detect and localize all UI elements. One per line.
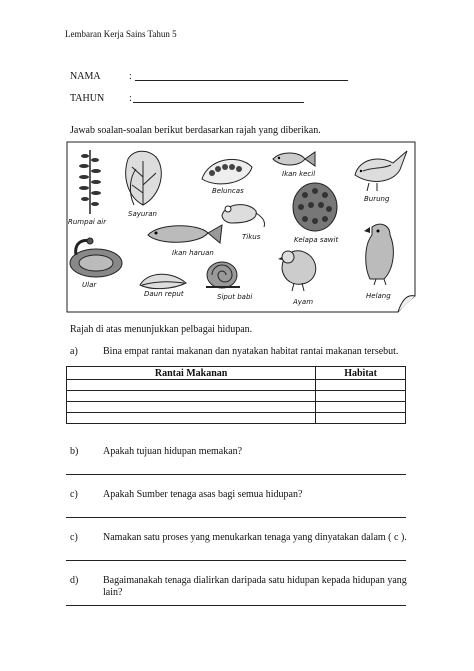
habitat-cell[interactable] [316,391,406,402]
header-habitat: Habitat [316,367,406,380]
label-ikan-haruan: Ikan haruan [172,249,214,257]
habitat-cell[interactable] [316,413,406,424]
instruction-text: Jawab soalan-soalan berikut berdasarkan rajah yang diberikan. [70,125,321,136]
table-row [67,380,406,391]
food-chain-cell[interactable] [67,402,316,413]
label-sayuran: Sayuran [128,210,157,218]
label-ayam: Ayam [293,298,314,306]
label-tikus: Tikus [242,233,261,241]
food-chain-cell[interactable] [67,391,316,402]
palm-fruit-icon [291,181,339,233]
answer-line-c[interactable] [66,517,406,518]
answer-line-b[interactable] [66,474,406,475]
question-b-text: Apakah tujuan hidupan memakan? [103,446,243,457]
habitat-cell[interactable] [316,402,406,413]
tahun-colon: : [129,93,132,104]
vegetable-icon [118,147,168,207]
rotten-leaf-icon [138,269,188,291]
label-burung: Burung [364,195,390,203]
snakehead-fish-icon [146,219,224,249]
food-chain-cell[interactable] [67,380,316,391]
question-d-text: Bagaimanakah tenaga dialirkan daripada satu hidupan kepada hidupan yang lain? [103,575,407,598]
food-chain-cell[interactable] [67,413,316,424]
rat-icon [218,195,268,229]
question-b-number: b) [70,446,79,457]
food-chain-table [66,366,406,424]
label-siput-babi: Siput babi [217,293,253,301]
question-a-text: Bina empat rantai makanan dan nyatakan habitat rantai makanan tersebut. [103,346,399,357]
table-row [67,402,406,413]
worksheet-header: Lembaran Kerja Sains Tahun 5 [65,29,177,39]
table-row [67,391,406,402]
header-rantai-makanan: Rantai Makanan [67,367,316,380]
question-c2-text: Namakan satu proses yang menukarkan tenaga yang dinyatakan dalam ( c ). [103,532,407,543]
tahun-label: TAHUN [70,93,105,104]
label-daun-reput: Daun reput [144,290,184,298]
question-c-text: Apakah Sumber tenaga asas bagi semua hidupan? [103,489,303,500]
question-c-number: c) [70,489,78,500]
label-ular: Ular [82,281,97,289]
snail-icon [204,259,242,291]
label-ikan-kecil: Ikan kecil [282,170,316,178]
label-helang: Helang [366,292,391,300]
organisms-figure [66,141,416,313]
label-kelapa-sawit: Kelapa sawit [294,236,339,244]
tahun-field[interactable] [133,102,304,103]
nama-label: NAMA [70,71,101,82]
small-fish-icon [271,149,316,169]
question-c2-number: c) [70,532,78,543]
table-row [67,413,406,424]
nama-colon: : [129,71,132,82]
bird-icon [349,145,411,193]
eagle-icon [356,219,404,285]
label-rumpai-air: Rumpai air [68,218,107,226]
answer-line-d[interactable] [66,605,406,606]
question-a-number: a) [70,346,78,357]
habitat-cell[interactable] [316,380,406,391]
label-beluncas: Beluncas [212,187,244,195]
chicken-icon [276,243,322,293]
intro-text: Rajah di atas menunjukkan pelbagai hidupan. [70,324,253,335]
nama-field[interactable] [135,80,348,81]
table-header-row [67,367,406,380]
waterweed-icon [74,146,106,214]
question-d-number: d) [70,575,79,586]
caterpillar-icon [198,149,256,189]
snake-icon [68,235,126,279]
answer-line-c2[interactable] [66,560,406,561]
